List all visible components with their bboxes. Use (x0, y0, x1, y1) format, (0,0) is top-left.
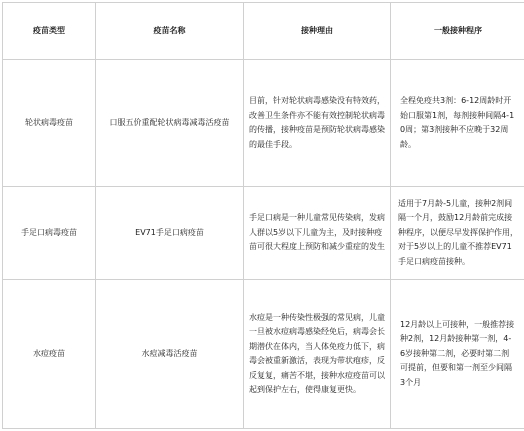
reason-cell (244, 60, 391, 187)
vaccine-name-cell: EV71手足口病疫苗 (96, 187, 244, 280)
header-procedure: 一般接种程序 (391, 3, 524, 60)
procedure-cell (391, 280, 524, 429)
reason-text: 手足口病是一种儿童常见传染病，发病人群以5岁以下儿童为主，及时接种疫苗可很大程度上预防和减少重症的发生 (249, 213, 385, 252)
header-row (3, 3, 524, 60)
reason-text: 水痘是一种传染性极强的常见病，儿童一旦被水痘病毒感染经免后，病毒会长期潜伏在体内，当人体免疫力低下，病毒会被重新激活，表现为带状疱疹，反反复复，痛苦不堪，接种水痘疫苗可以起到保护左右，使得康复更快。 (249, 312, 385, 394)
procedure-text: 12月龄以上可接种，一般推荐接种2剂，12月龄接种第一剂，4-6岁接种第二剂，必要时第二剂可提前，但要和第一剂至少间隔3个月 (400, 319, 515, 387)
table-body (3, 60, 524, 429)
procedure-cell (391, 60, 524, 187)
header-vaccine-name: 疫苗名称 (96, 3, 244, 60)
vaccine-name-cell: 口服五价重配轮状病毒减毒活疫苗 (96, 60, 244, 187)
table-row (3, 60, 524, 187)
table-row (3, 280, 524, 429)
procedure-cell (391, 187, 524, 280)
vaccine-schedule-table (2, 2, 524, 429)
header-vaccine-type: 疫苗类型 (3, 3, 96, 60)
table-header (3, 3, 524, 60)
vaccine-type-cell: 轮状病毒疫苗 (3, 60, 96, 187)
vaccine-type-cell: 手足口病毒疫苗 (3, 187, 96, 280)
vaccine-name-cell: 水痘减毒活疫苗 (96, 280, 244, 429)
table-row (3, 187, 524, 280)
header-reason: 接种理由 (244, 3, 391, 60)
reason-cell (244, 280, 391, 429)
procedure-text: 适用于7月龄-5儿童，接种2剂间隔一个月，鼓励12月龄前完成接种程序，以便尽早发挥保护作用，对于5岁以上的儿童不推荐EV71手足口病疫苗接种。 (398, 198, 518, 266)
reason-text: 目前，针对轮状病毒感染没有特效药，改善卫生条件亦不能有效控制轮状病毒的传播，接种疫苗是预防轮状病毒感染的最佳手段。 (249, 96, 385, 149)
vaccine-type-cell: 水痘疫苗 (3, 280, 96, 429)
reason-cell (244, 187, 391, 280)
procedure-text: 全程免疫共3剂：6-12周龄时开始口服第1剂，每剂接种间隔4-10周；第3剂接种不应晚于32周龄。 (400, 96, 515, 149)
